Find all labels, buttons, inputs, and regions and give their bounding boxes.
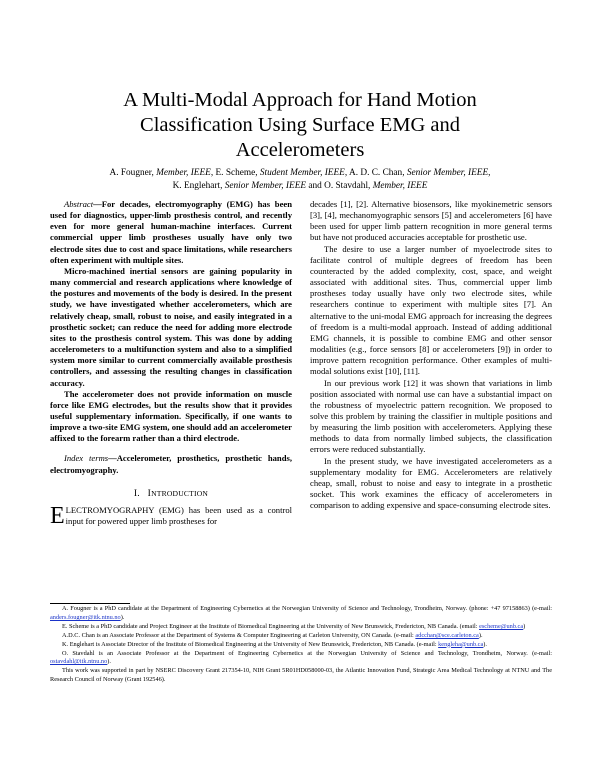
footnote-stavdahl [50, 650, 552, 668]
footnote-stavdahl-text: O. Stavdahl is an Associate Professor at the Department of Engineering Cybernetics at the Norwegian University of Science and Technology, Trondheim, Norway. (e-mail: [62, 649, 552, 657]
title-line-3: Accelerometers [235, 139, 365, 161]
footnote-englehart [50, 641, 552, 650]
abstract-paragraph-3: The accelerometer does not provide information on muscle force like EMG electrodes, but the results show that it provides useful supplementary information. Specifically, if one wants to improve a two-site EMG system, one should add an accelerometer affixed to the forearm rather than a third electrode. [50, 388, 292, 444]
abstract-paragraph-2: Micro-machined inertial sensors are gaining popularity in many commercial and research applications where knowledge of the postures and movements of the body is desired. In the present study, we have investigated whether accelerometers, which are relatively cheap, small, robust to noise, and easily integrated in a prosthetic socket; can reduce the need for adding more electrode sites to the prosthesis control system. This was done by adding accelerometers to a multifunction system and also to a simplified system more similar to current commercially available prosthesis controllers, and assessing the resulting changes in classification accuracy. [50, 265, 292, 388]
footnote-fougner-end: ). [120, 613, 125, 621]
email-link-fougner[interactable]: anders.fougner@itk.ntnu.no [50, 613, 121, 621]
abstract-text-1: —For decades, electromyography (EMG) has been used for diagnostics, upper-limb prosthesis control, and recently even for more general human-machine interfaces. Current commercial upper limb prostheses usually have only two electrode sites due to cost and space limitations, while researchers often experiment with multiple sites. [50, 199, 292, 265]
email-link-englehart[interactable]: kengleha@unb.ca [438, 640, 484, 648]
footnote-rule [50, 603, 130, 604]
drop-cap: E [50, 502, 65, 529]
section-numeral: I. [133, 487, 140, 499]
author-fougner-role: Member, IEEE [156, 168, 211, 178]
author-chan: , A. D. C. Chan, [344, 168, 407, 178]
email-link-stavdahl[interactable]: ostavdahl@itk.ntnu.no [50, 658, 108, 666]
intro-text-1: LECTROMYOGRAPHY (EMG) has been used as a control input for powered upper limb prostheses for [65, 504, 292, 527]
footnote-fougner [50, 605, 552, 623]
index-terms-label: Index terms [64, 453, 109, 464]
footnote-englehart-end: ). [483, 640, 487, 648]
intro-paragraph-3: In our previous work [12] it was shown that variations in limb position associated with normal use can have a substantial impact on the robustness of myoelectric pattern recognition. We proposed to solve this problem by training the classifier in multiple positions and by measuring the limb position with accelerometers. Applying these methods to data from normally limbed subjects, the classification errors were reduced substantially. [310, 377, 552, 455]
author-scheme-role: Student Member, IEEE [259, 168, 345, 178]
footnote-funding: This work was supported in part by NSERC Discovery Grant 217354-10, NIH Grant 5R01HD058000-03, the Atlantic Innovation Fund, Strategic Area Medical Technology at NTNU and The Research Council of Norway (Grant 192546). [50, 667, 552, 684]
section-heading-introduction [50, 488, 292, 499]
intro-paragraph-2: The desire to use a larger number of myoelectrode sites to facilitate control of multiple degrees of freedom has been counteracted by the added complexity, cost, space, and weight associated with additional sites. Thus, commercial upper limb prostheses today usually have only two electrode sites, while researchers continue to experiment with multiple sites [7]. An alternative to the uni-modal EMG approach for increasing the degrees of freedom is a multi-modal approach. Instead of adding additional EMG channels, it is possible to combine EMG and other sensor modalities (e.g., force sensors [8] or accelerometers [9]) in order to improve pattern recognition performance. Other examples of multi-modal solutions exist [10], [11]. [310, 243, 552, 377]
section-heading-first: I [147, 487, 152, 499]
author-englehart: K. Englehart, [172, 180, 225, 191]
intro-paragraph-cont: decades [1], [2]. Alternative biosensors, like myokinemetric sensors [3], [4], mechanomyographic sensors [5] and accelerometers [6] have been used for upper limb pattern recognition in more general terms but have not produced accuracies acceptable for prosthetic use. [310, 199, 552, 243]
author-fougner: A. Fougner, [109, 168, 157, 178]
author-scheme: , E. Scheme, [210, 168, 260, 178]
email-link-scheme[interactable]: escheme@unb.ca [479, 622, 524, 630]
index-terms [50, 453, 292, 475]
footnote-scheme [50, 623, 552, 632]
right-column [310, 199, 552, 511]
title-line-1: A Multi-Modal Approach for Hand Motion [123, 89, 477, 111]
author-list [60, 167, 540, 192]
footnote-chan [50, 632, 552, 641]
author-chan-role: Senior Member, IEEE, [406, 168, 491, 178]
author-line-1 [60, 167, 540, 180]
abstract-label: Abstract [64, 199, 94, 209]
footnote-scheme-end: ) [523, 622, 526, 630]
author-englehart-role: Senior Member, IEEE [224, 180, 307, 191]
paper-title [60, 88, 540, 163]
left-column [50, 199, 292, 527]
footnote-englehart-text: K. Englehart is Associate Director of the Institute of Biomedical Engineering at the University of New Brunswick, Fredericton, NB Canada. (e-mail: [62, 640, 439, 648]
footnote-fougner-text: A. Fougner is a PhD candidate at the Department of Engineering Cybernetics at the Norwegian University of Science and Technology, Trondheim, Norway. (phone: +47 97158863) (e-mail: [62, 605, 552, 612]
footnotes [50, 605, 552, 685]
intro-paragraph-4: In the present study, we have investigated accelerometers as a supplementary modality for EMG. Accelerometers are relatively cheap, small, robust to noise and easy to integrate in a prosthetic socket. This work examines the efficacy of accelerometers in comparison to adding expensive and space-consuming electrode sites. [310, 455, 552, 511]
abstract-paragraph-1 [50, 199, 292, 266]
intro-paragraph-1 [50, 502, 292, 529]
footnote-chan-text: A.D.C. Chan is an Associate Professor at the Department of Systems & Computer Engineering at Carleton University, ON Canada. (e-mail: [62, 631, 416, 639]
index-terms-text: —Accelerometer, prosthetics, prosthetic hands, electromyography. [50, 453, 292, 475]
footnote-chan-end: ). [478, 631, 483, 639]
footnote-stavdahl-end: ). [107, 658, 111, 666]
title-line-2: Classification Using Surface EMG and [140, 114, 460, 136]
author-stavdahl-role: Member, IEEE [372, 180, 428, 191]
author-stavdahl: and O. Stavdahl, [306, 180, 373, 191]
author-line-2 [60, 180, 540, 193]
email-link-chan[interactable]: adcchan@sce.carleton.ca [415, 631, 479, 639]
section-heading-rest: NTRODUCTION [151, 488, 209, 498]
footnote-scheme-text: E. Scheme is a PhD candidate and Project Engineer at the Institute of Biomedical Engineering at the University of New Brunswick, Fredericton, NB Canada. (email: [62, 622, 480, 630]
